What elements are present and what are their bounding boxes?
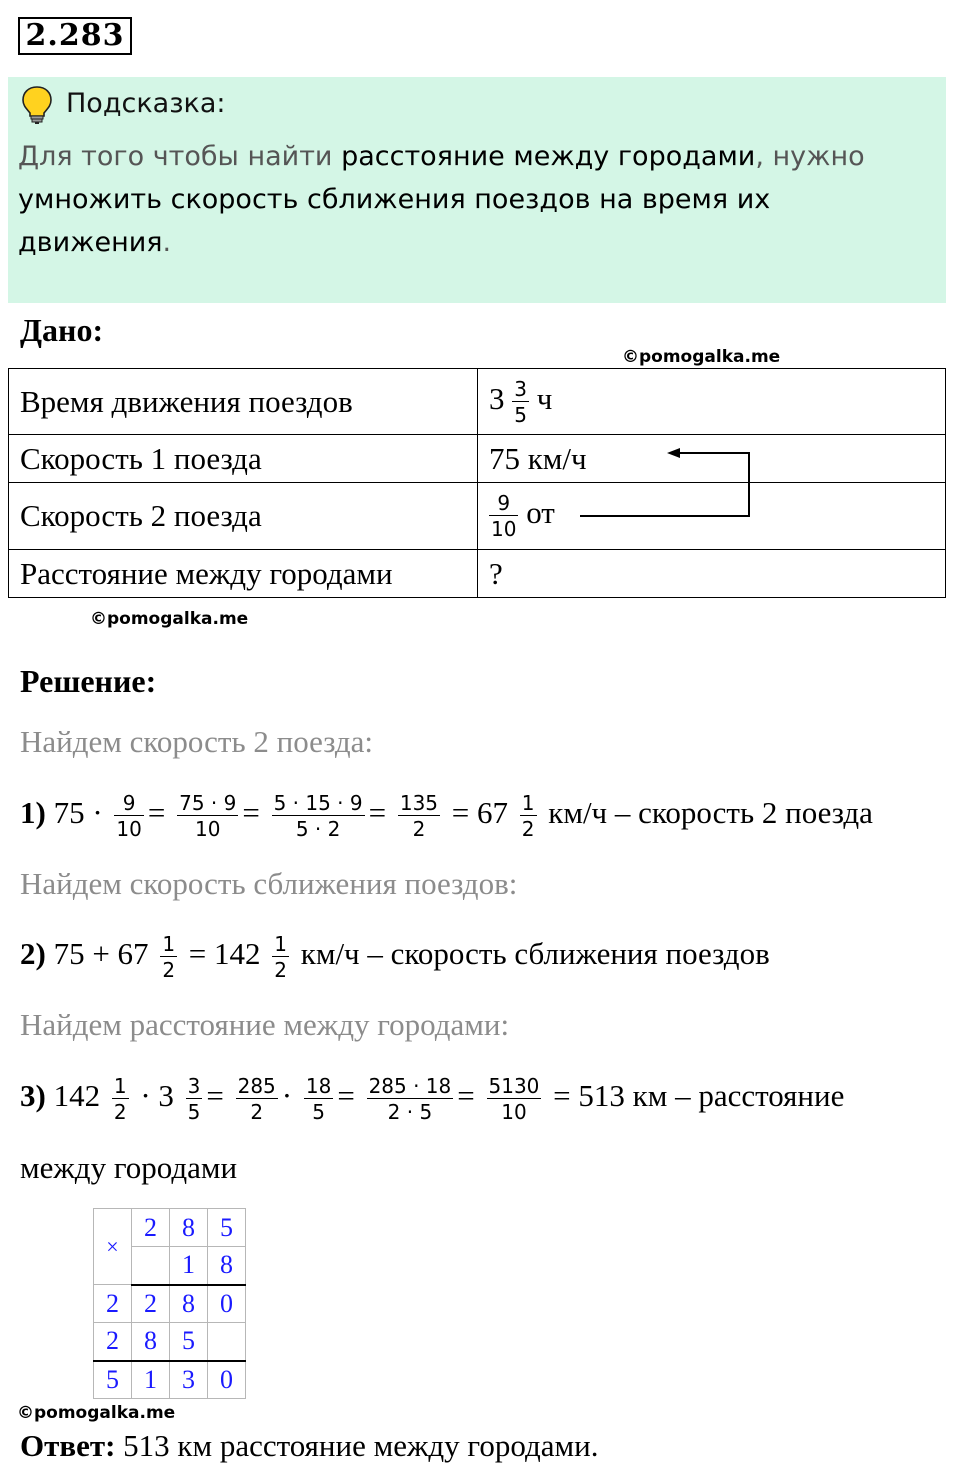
given-value xyxy=(478,483,946,550)
term: 75 + 67 xyxy=(53,936,149,972)
hint-text xyxy=(18,135,918,264)
fraction: $\frac{5130}{10}$ xyxy=(488,1074,540,1124)
fraction: $\frac{285}{2}$ xyxy=(237,1074,276,1124)
digit-cell: 2 xyxy=(94,1323,132,1361)
answer xyxy=(20,1428,598,1464)
given-label: Скорость 1 поезда xyxy=(9,435,478,483)
dot: · xyxy=(281,1078,293,1114)
answer-label: Ответ: xyxy=(20,1428,116,1463)
step2-expression xyxy=(20,933,770,981)
given-row-speed-2 xyxy=(9,483,946,550)
fraction: $\frac{135}{2}$ xyxy=(399,791,439,841)
step-tail: км/ч – скорость сближения поездов xyxy=(300,936,770,972)
given-row-distance xyxy=(9,550,946,598)
fraction: $\frac{285 \cdot 18}{2 \cdot 5}$ xyxy=(368,1074,452,1124)
step-label: 1) xyxy=(20,795,46,831)
digit-cell: 0 xyxy=(208,1285,246,1323)
result-whole: = 67 xyxy=(451,795,509,831)
digit-cell: 0 xyxy=(208,1361,246,1399)
step-label: 3) xyxy=(20,1078,46,1114)
given-row-time xyxy=(9,369,946,435)
term: 142 xyxy=(53,1078,101,1114)
step-label: 2) xyxy=(20,936,46,972)
term: = 142 xyxy=(188,936,261,972)
hint-text-2: , нужно xyxy=(755,141,865,172)
mult-row xyxy=(94,1285,246,1323)
equals: = xyxy=(206,1078,224,1114)
digit-cell: 3 xyxy=(170,1361,208,1399)
digit-cell: 5 xyxy=(170,1323,208,1361)
digit-cell xyxy=(132,1247,170,1285)
step3-expression xyxy=(20,1075,844,1123)
hint-box xyxy=(8,77,946,303)
equals: = xyxy=(368,795,387,831)
fraction: $\frac{75 \cdot 9}{10}$ xyxy=(179,791,237,841)
mult-row xyxy=(94,1209,246,1247)
digit-cell xyxy=(208,1323,246,1361)
digit-cell: 8 xyxy=(208,1247,246,1285)
equals: = xyxy=(242,795,260,831)
step-tail: км/ч – скорость 2 поезда xyxy=(548,795,873,831)
mult-row xyxy=(94,1361,246,1399)
unit: ч xyxy=(536,380,553,416)
digit-cell: 2 xyxy=(94,1285,132,1323)
watermark-bottom: ©pomogalka.me xyxy=(17,1403,176,1423)
fraction: $\frac{1}{2}$ xyxy=(162,932,176,982)
equals: = xyxy=(457,1078,475,1114)
given-table xyxy=(8,368,946,598)
digit-cell: 5 xyxy=(208,1209,246,1247)
digit-cell: 1 xyxy=(132,1361,170,1399)
solution-heading: Решение: xyxy=(20,663,157,699)
step-tail: = 513 км – расстояние xyxy=(553,1078,845,1114)
given-value: ? xyxy=(478,550,946,598)
digit-cell: 8 xyxy=(170,1285,208,1323)
digit-cell: 1 xyxy=(170,1247,208,1285)
hint-emphasis-2: умножить скорость сближения поездов на время их движения xyxy=(18,184,771,258)
equals: = xyxy=(147,795,166,831)
fraction: $\frac{9}{10}$ xyxy=(491,491,517,541)
given-label: Время движения поездов xyxy=(9,369,478,435)
fraction: $\frac{3}{5}$ xyxy=(187,1074,201,1124)
fraction: $\frac{5 \cdot 15 \cdot 9}{5 \cdot 2}$ xyxy=(273,791,363,841)
watermark-top: ©pomogalka.me xyxy=(622,347,781,367)
step1-caption: Найдем скорость 2 поезда: xyxy=(20,724,374,759)
mult-row xyxy=(94,1323,246,1361)
given-label: Скорость 2 поезда xyxy=(9,483,478,550)
column-multiplication xyxy=(93,1208,246,1399)
fraction: $\frac{1}{2}$ xyxy=(113,1074,127,1124)
watermark-middle: ©pomogalka.me xyxy=(90,609,249,629)
multiply-operator: × xyxy=(94,1209,132,1285)
fraction: $\frac{18}{5}$ xyxy=(305,1074,332,1124)
of-word: от xyxy=(526,495,555,531)
given-row-speed-1 xyxy=(9,435,946,483)
fraction: $\frac{1}{2}$ xyxy=(274,932,288,982)
fraction: $\frac{3}{5}$ xyxy=(514,376,527,427)
term: · 3 xyxy=(140,1078,174,1114)
given-label: Расстояние между городами xyxy=(9,550,478,598)
equals: = xyxy=(337,1078,355,1114)
digit-cell: 8 xyxy=(170,1209,208,1247)
digit-cell: 2 xyxy=(132,1285,170,1323)
digit-cell: 5 xyxy=(94,1361,132,1399)
lightbulb-icon xyxy=(20,85,54,125)
fraction: $\frac{1}{2}$ xyxy=(521,791,535,841)
hint-title: Подсказка: xyxy=(66,88,226,119)
step2-caption: Найдем скорость сближения поездов: xyxy=(20,866,518,901)
answer-text: 513 км расстояние между городами. xyxy=(115,1428,599,1463)
digit-cell: 2 xyxy=(132,1209,170,1247)
fraction: $\frac{9}{10}$ xyxy=(116,791,142,841)
digit-cell: 8 xyxy=(132,1323,170,1361)
step3-tail-line: между городами xyxy=(20,1150,238,1185)
task-number: 2.283 xyxy=(18,17,132,55)
given-value: 75 км/ч xyxy=(478,435,946,483)
hint-text-3: . xyxy=(162,227,172,258)
step3-caption: Найдем расстояние между городами: xyxy=(20,1007,510,1042)
step1-expression xyxy=(20,792,873,840)
term: 75 · xyxy=(53,795,103,831)
given-heading: Дано: xyxy=(20,312,104,348)
hint-text-1: Для того чтобы найти xyxy=(18,141,342,172)
mixed-whole: 3 xyxy=(489,380,505,416)
given-value xyxy=(478,369,946,435)
hint-emphasis-1: расстояние между городами xyxy=(341,141,756,172)
